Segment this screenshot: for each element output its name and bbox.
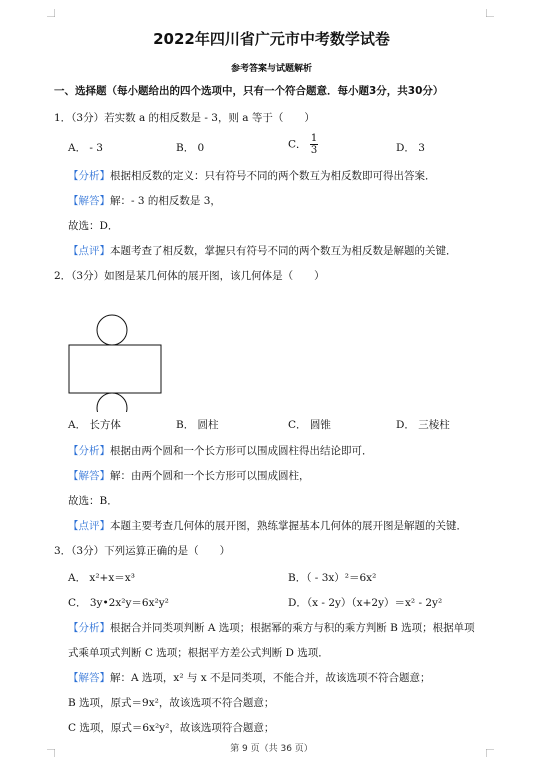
q1-option-c xyxy=(288,133,318,156)
q2-answer xyxy=(68,468,310,483)
q1-comment xyxy=(68,243,457,258)
question-3-stem: 3．（3分）下列运算正确的是（ ） xyxy=(54,545,231,557)
q3-option-a: A． x²+x＝x³ xyxy=(68,572,135,584)
q2-option-d: D． 三棱柱 xyxy=(396,419,450,431)
comment-text: 本题主要考查几何体的展开图，熟练掌握基本几何体的展开图是解题的关键． xyxy=(110,520,467,532)
q3-option-c: C． 3y•2x²y＝6x²y² xyxy=(68,597,169,609)
q3-answer-line-1 xyxy=(68,670,431,685)
q1-choice: 故选：D． xyxy=(68,220,119,232)
q2-option-b: B． 圆柱 xyxy=(176,419,219,431)
comment-tag: 【点评】 xyxy=(68,245,110,257)
q3-analysis-line-2: 式乘单项式判断 C 选项；根据平方差公式判断 D 选项． xyxy=(68,647,329,659)
answer-text: 解：- 3 的相反数是 3， xyxy=(110,195,221,207)
q1-analysis xyxy=(68,168,436,183)
answer-tag: 【解答】 xyxy=(68,195,110,207)
answer-tag: 【解答】 xyxy=(68,672,110,684)
document-subtitle: 参考答案与试题解析 xyxy=(230,64,312,74)
q2-choice: 故选：B． xyxy=(68,495,118,507)
analysis-tag: 【分析】 xyxy=(68,622,110,634)
analysis-text: 根据合并同类项判断 A 选项；根据幂的乘方与积的乘方判断 B 选项；根据单项 xyxy=(110,622,475,634)
fraction-denominator: 3 xyxy=(310,145,318,156)
comment-tag: 【点评】 xyxy=(68,520,110,532)
section-heading: 一、选择题（每小题给出的四个选项中，只有一个符合题意．每小题3分，共30分） xyxy=(54,85,444,97)
q2-comment xyxy=(68,518,467,533)
q2-analysis xyxy=(68,443,373,458)
net-bottom-circle xyxy=(97,393,127,412)
analysis-text: 根据由两个圆和一个长方形可以围成圆柱得出结论即可． xyxy=(110,445,373,457)
fraction-numerator: 1 xyxy=(310,133,318,144)
analysis-tag: 【分析】 xyxy=(68,445,110,457)
document-title: 2022年四川省广元市中考数学试卷 xyxy=(153,30,390,48)
cylinder-net-figure xyxy=(66,312,166,412)
q1-answer xyxy=(68,193,221,208)
page-footer: 第 9 页（共 36 页） xyxy=(230,744,313,754)
net-top-circle xyxy=(97,315,127,345)
answer-tag: 【解答】 xyxy=(68,470,110,482)
q1-option-d: D． 3 xyxy=(396,142,425,154)
q2-option-c: C． 圆锥 xyxy=(288,419,331,431)
analysis-text: 根据相反数的定义：只有符号不同的两个数互为相反数即可得出答案． xyxy=(110,170,436,182)
question-1-stem: 1．（3分）若实数 a 的相反数是 - 3，则 a 等于（ ） xyxy=(54,112,315,124)
comment-text: 本题考查了相反数，掌握只有符号不同的两个数互为相反数是解题的关键． xyxy=(110,245,457,257)
crop-mark-top-right xyxy=(486,9,494,17)
net-rectangle xyxy=(69,345,161,393)
q1-option-a: A． - 3 xyxy=(68,142,103,154)
answer-text: 解：A 选项，x² 与 x 不是同类项，不能合并，故该选项不符合题意； xyxy=(110,672,431,684)
answer-text: 解：由两个圆和一个长方形可以围成圆柱， xyxy=(110,470,310,482)
q3-answer-line-2: B 选项，原式＝9x²，故该选项不符合题意； xyxy=(68,697,275,709)
q1-option-c-fraction xyxy=(310,133,318,156)
q3-option-d: D．（x - 2y）（x+2y）＝x² - 2y² xyxy=(288,597,443,609)
q1-option-b: B． 0 xyxy=(176,142,205,154)
q3-answer-line-3: C 选项，原式＝6x²y²，故该选项符合题意； xyxy=(68,722,275,734)
crop-mark-top-left xyxy=(47,9,55,17)
q3-analysis-line-1 xyxy=(68,620,475,635)
q1-option-c-label: C． xyxy=(288,138,307,151)
q2-option-a: A． 长方体 xyxy=(68,419,121,431)
q3-option-b: B．（ - 3x）²＝6x² xyxy=(288,572,377,584)
analysis-tag: 【分析】 xyxy=(68,170,110,182)
question-2-stem: 2．（3分）如图是某几何体的展开图，该几何体是（ ） xyxy=(54,270,325,282)
